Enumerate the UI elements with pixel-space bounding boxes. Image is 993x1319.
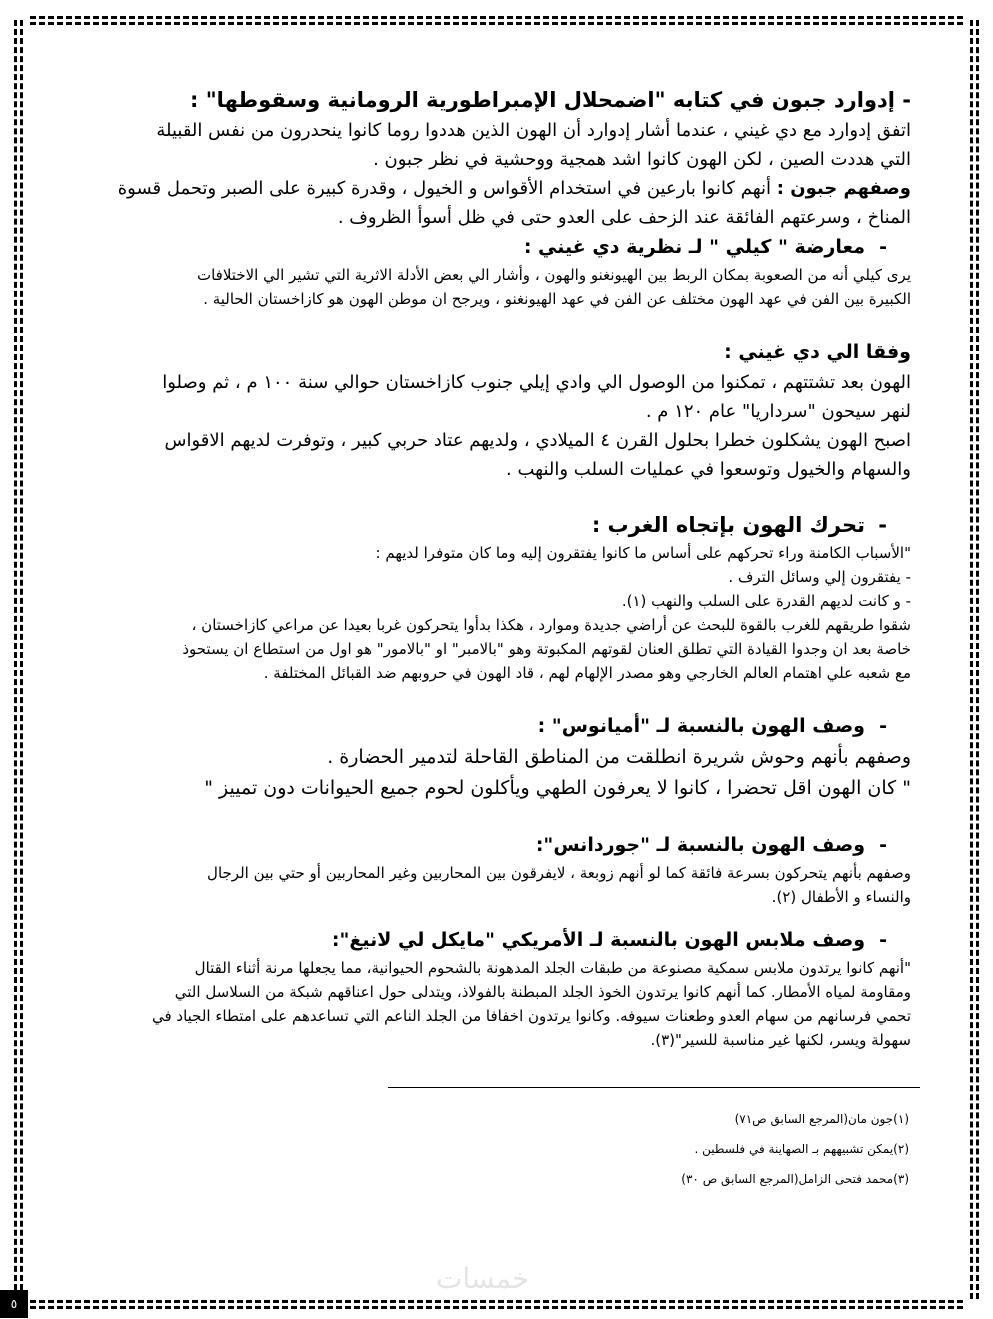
paragraph-line: مع شعبه علي اهتمام العالم الخارجي وهو مصدر الإلهام لهم ، قاد الهون في حروبهم ضد القبائل المختلفة . xyxy=(263,664,911,682)
section-heading-kelly: -معارضة " كيلي " لـ نظرية دي غيني : xyxy=(523,236,887,258)
paragraph-line: وصفهم بأنهم وحوش شريرة انطلقت من المناطق القاحلة لتدمير الحضارة . xyxy=(327,746,911,768)
paragraph-line xyxy=(92,174,911,203)
page-border-bottom xyxy=(30,1300,963,1303)
page-border-right-inner xyxy=(970,20,973,1299)
paragraph-line: اصبح الهون يشكلون خطرا بحلول القرن ٤ الميلادي ، ولديهم عتاد حربي كبير ، وتوفرت لديهم الاقواس xyxy=(164,430,911,451)
section-heading-de-guignes: وفقا الي دي غيني : xyxy=(724,341,911,363)
footnotes xyxy=(681,1104,909,1194)
page-border-bottom-inner xyxy=(30,1306,963,1309)
paragraph-line: ومقاومة لمياه الأمطار. كما أنهم كانوا يرتدون الخوذ الجلد المبطنة بالفولاذ، ويتدلى حول اعناقهم شبكة من السلاسل التي xyxy=(174,983,911,1001)
paragraph-line: الهون بعد تشتتهم ، تمكنوا من الوصول الي وادي إيلي جنوب كازاخستان حوالي سنة ١٠٠ م ، ثم وصلوا xyxy=(162,372,911,393)
gibbon-description-text: أنهم كانوا بارعين في استخدام الأقواس و الخيول ، وقدرة كبيرة على الصبر وتحمل قسوة xyxy=(117,178,772,199)
paragraph-line: لنهر سيحون "سرداريا" عام ١٢٠ م . xyxy=(645,401,911,422)
page-number-tab xyxy=(0,1290,28,1318)
paragraph-line: - يفتقرون إلي وسائل الترف . xyxy=(728,568,911,586)
page-border-top xyxy=(30,16,963,19)
page-number: ٥ xyxy=(10,1297,18,1311)
footnote-3: (٣)محمد فتحى الزامل(المرجع السابق ص ٣٠) xyxy=(681,1172,909,1186)
page-border-top-inner xyxy=(30,22,963,25)
paragraph-line: - و كانت لديهم القدرة على السلب والنهب (١). xyxy=(621,592,911,610)
section-heading-jordanes: -وصف الهون بالنسبة لـ "جوردانس": xyxy=(535,834,887,856)
footnote-1: (١)جون مان(المرجع السابق ص٧١) xyxy=(734,1112,909,1126)
document-body xyxy=(92,84,911,1052)
page-border-left-inner xyxy=(20,20,23,1299)
footnote-separator xyxy=(388,1087,920,1088)
watermark: خمسات xyxy=(436,1262,530,1295)
paragraph-line: شقوا طريقهم للغرب بالقوة للبحث عن أراضي جديدة وموارد ، هكذا بدأوا يتحركون غربا بعيدا عن مراعي كازاخستان ، xyxy=(191,616,911,634)
paragraph-line: والسهام والخيول وتوسعوا في عمليات السلب والنهب . xyxy=(506,459,911,480)
paragraph-line: "أنهم كانوا يرتدون ملابس سمكية مصنوعة من طبقات الجلد المدهونة بالشحوم الحيوانية، مما يجعلها مرنة أثناء القتال xyxy=(194,959,911,977)
paragraph-line: التي هددت الصين ، لكن الهون كانوا اشد همجية ووحشية في نظر جبون . xyxy=(373,149,911,170)
paragraph-line: تحمي فرسانهم من سهام العدو وطعنات سيوفه. وكانوا يرتدون اخفافا من الجلد الناعم التي تساعدهم على امتطاء الجياد في xyxy=(151,1007,911,1025)
paragraph-line: الكبيرة بين الفن في عهد الهون مختلف عن الفن في عهد الهيونغنو ، ويرجح ان موطن الهون هو كازاخستان الحالية . xyxy=(203,290,911,308)
paragraph-line: اتفق إدوارد مع دي غيني ، عندما أشار إدوارد أن الهون الذين هددوا روما كانوا ينحدرون من نفس القبيلة xyxy=(156,120,911,141)
footnote-2: (٢)يمكن تشبيههم بـ الصهاينة في فلسطين . xyxy=(694,1142,909,1156)
section-heading-ammianus: -وصف الهون بالنسبة لـ "أميانوس" : xyxy=(537,715,887,737)
page-border-right xyxy=(976,20,979,1299)
paragraph-line: المناخ ، وسرعتهم الفائقة عند الزحف على العدو حتى في ظل أسوأ الظروف . xyxy=(337,207,911,228)
section-heading-lanning: -وصف ملابس الهون بالنسبة لـ الأمريكي "مايكل لي لانيغ": xyxy=(331,929,887,951)
gibbon-description-label: وصفهم جبون : xyxy=(776,178,911,199)
section-heading-gibbon: - إدوارد جبون في كتابه "اضمحلال الإمبراطورية الرومانية وسقوطها" : xyxy=(190,88,911,112)
paragraph-line: خاصة بعد ان وجدوا القيادة التي تطلق العنان لقوتهم المكبوتة وهو "بالامبر" او "بالامور" هو اول من استطاع ان يستحوذ xyxy=(182,640,911,658)
paragraph-line: "الأسباب الكامنة وراء تحركهم على أساس ما كانوا يفتقرون إليه وما كان متوفرا لديهم : xyxy=(375,544,911,562)
paragraph-line: سهولة ويسر، لكنها غير مناسبة للسير"(٣). xyxy=(650,1031,911,1049)
section-heading-westward: -تحرك الهون بإتجاه الغرب : xyxy=(591,513,887,537)
paragraph-line: وصفهم بأنهم يتحركون بسرعة فائقة كما لو أنهم زوبعة ، لايفرقون بين المحاربين وغير المحاربين أو حتي بين الرجال xyxy=(207,864,911,882)
paragraph-line: يرى كيلي أنه من الصعوبة بمكان الربط بين الهيونغنو والهون ، وأشار الي بعض الأدلة الاثرية التي تشير الي الاختلافات xyxy=(196,266,911,284)
paragraph-line: والنساء و الأطفال (٢). xyxy=(771,888,911,906)
paragraph-line: " كان الهون اقل تحضرا ، كانوا لا يعرفون الطهي ويأكلون لحوم جميع الحيوانات دون تمييز " xyxy=(204,777,911,799)
page-border-left xyxy=(14,20,17,1299)
